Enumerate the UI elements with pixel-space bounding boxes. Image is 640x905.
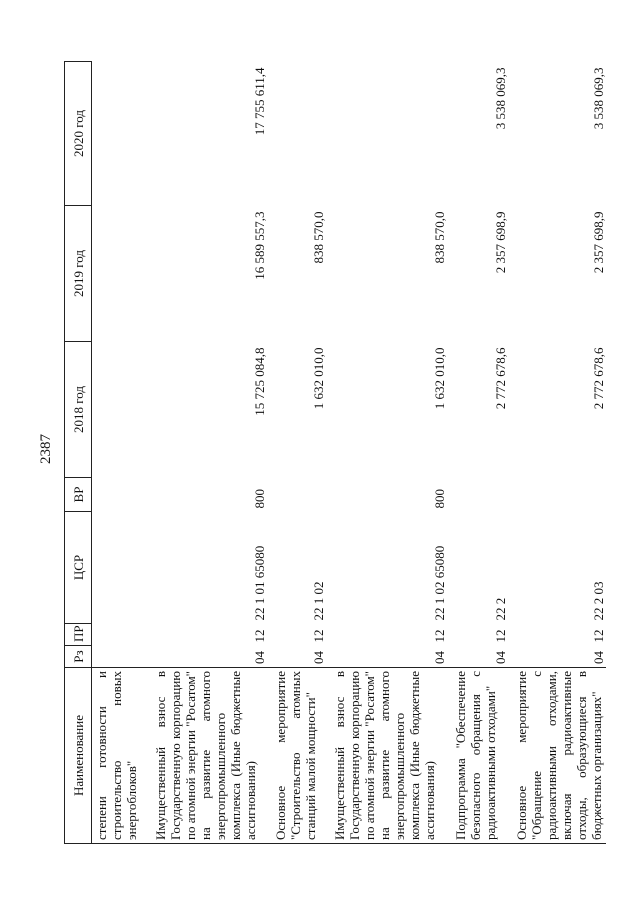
row-rz: 04 (311, 651, 327, 664)
row-rz: 04 (591, 651, 606, 664)
row-csr: 22 1 02 65080 (431, 545, 447, 621)
row-pr (92, 624, 147, 646)
row-vr: 800 (252, 489, 268, 509)
row-vr (508, 478, 606, 512)
row-2018: 1 632 010,0 (431, 347, 447, 410)
row-2019: 2 357 698,9 (591, 211, 606, 274)
table-row (447, 62, 508, 844)
row-2019: 16 589 557,3 (252, 211, 268, 280)
row-2020: 17 755 611,4 (252, 67, 268, 136)
row-2019 (92, 206, 147, 342)
rotated-page (64, 62, 606, 844)
rotated-content (64, 62, 606, 844)
row-2019: 838 570,0 (311, 211, 327, 264)
row-vr (92, 478, 147, 512)
row-pr: 12 (252, 629, 268, 643)
row-2020 (267, 62, 326, 206)
header-2019: 2019 год (65, 206, 92, 342)
row-csr: 22 1 02 (311, 581, 327, 621)
row-2018 (92, 342, 147, 478)
table-row (267, 62, 326, 844)
row-csr (92, 512, 147, 624)
table-row (508, 62, 606, 844)
row-2018: 1 632 010,0 (311, 347, 327, 410)
header-name: Наименование (65, 668, 92, 844)
row-name: Основное мероприятие "Обращение с радиоактивными отходами, включая радиоактивные отходы, образующиеся в бюджетных организациях" (508, 668, 606, 844)
row-2020: 3 538 069,3 (591, 67, 606, 130)
row-2018: 2 772 678,6 (492, 347, 508, 410)
row-name: Имущественный взнос в Государственную корпорацию по атомной энергии "Росатом" на развитие атомного энергопромышленного комплекса (Иные бюджетные ассигнования) (326, 668, 446, 844)
header-csr: ЦСР (65, 512, 92, 624)
table-row (147, 62, 267, 844)
table-header-row (65, 62, 92, 844)
row-name: степени готовности и строительство новых энергоблоков" (92, 668, 147, 844)
header-2018: 2018 год (65, 342, 92, 478)
table-row (326, 62, 446, 844)
row-2019: 2 357 698,9 (492, 211, 508, 274)
row-csr: 22 2 (492, 597, 508, 621)
row-vr: 800 (431, 489, 447, 509)
header-2020: 2020 год (65, 62, 92, 206)
row-csr: 22 2 03 (591, 581, 606, 621)
row-name: Основное мероприятие "Строительство атомных станций малой мощности" (267, 668, 326, 844)
row-name: Подпрограмма "Обеспечение безопасного обращения с радиоактивными отходами" (447, 668, 508, 844)
row-vr (267, 478, 326, 512)
row-2018: 15 725 084,8 (252, 347, 268, 416)
row-vr (447, 478, 508, 512)
row-rz: 04 (431, 651, 447, 664)
row-rz: 04 (492, 651, 508, 664)
header-rz: Рз (65, 646, 92, 668)
page-number: 2387 (38, 434, 54, 464)
row-2020 (326, 62, 446, 206)
row-2018: 2 772 678,6 (591, 347, 606, 410)
row-rz (92, 646, 147, 668)
row-rz: 04 (252, 651, 268, 664)
row-pr: 12 (431, 629, 447, 643)
row-csr: 22 1 01 65080 (252, 545, 268, 621)
row-2019: 838 570,0 (431, 211, 447, 264)
table-row (92, 62, 147, 844)
row-pr: 12 (492, 629, 508, 643)
header-vr: ВР (65, 478, 92, 512)
row-2020 (92, 62, 147, 206)
row-pr: 12 (591, 629, 606, 643)
row-pr: 12 (311, 629, 327, 643)
row-2020: 3 538 069,3 (492, 67, 508, 130)
budget-table (64, 61, 606, 844)
row-name: Имущественный взнос в Государственную корпорацию по атомной энергии "Росатом" на развитие атомного энергопромышленного комплекса (Иные бюджетные ассигнования) (147, 668, 267, 844)
header-pr: ПР (65, 624, 92, 646)
